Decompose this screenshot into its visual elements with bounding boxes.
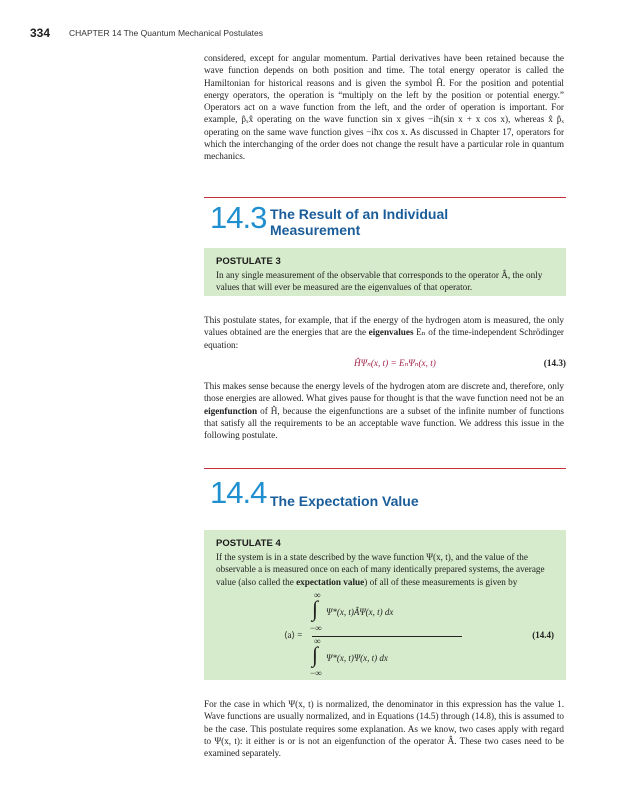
postulate-3-title: POSTULATE 3 — [216, 256, 281, 267]
denominator-upper-limit: ∞ — [314, 636, 321, 646]
numerator-upper-limit: ∞ — [314, 590, 321, 600]
intro-paragraph: considered, except for angular momentum. Partial derivatives have been retained because the wave function depends on both position and time. The total energy operator is called the Hamiltonian for historical reasons and is given the symbol Ĥ. For the position and potential energy operators, the operation is “multiply on the left by the position or potential energy.” Operators act on a wave function from the left, and the order of operation is important. For example, p̂ₓx̂ operating on the wave function sin x gives −iħ(sin x + x cos x), whereas x̂ p̂ₓ operating on the same wave function gives −iħx cos x. As discussed in Chapter 17, operators for which the interchanging of the order does not change the result have a particular role in quantum mechanics. — [204, 53, 564, 162]
denominator: Ψ*(x, t)Ψ(x, t) dx — [326, 653, 388, 663]
postulate-3-box — [204, 248, 566, 296]
numerator: Ψ*(x, t)ÂΨ(x, t) dx — [326, 607, 394, 617]
postulate-4-text — [216, 551, 554, 588]
paragraph-eigenfunction — [204, 380, 564, 441]
denominator-lower-limit: −∞ — [310, 668, 322, 678]
postulate-4-box — [204, 530, 566, 680]
equation-14-3-body: ĤΨₙ(x, t) = EₙΨₙ(x, t) — [354, 358, 436, 368]
term-eigenfunction: eigenfunction — [204, 405, 258, 416]
section-title-14-4: The Expectation Value — [270, 493, 419, 509]
equation-14-3-number: (14.3) — [543, 358, 566, 368]
equation-14-4-number: (14.4) — [532, 630, 554, 640]
postulate-4-text-b: ) of all of these measurements is given by — [364, 576, 518, 587]
term-expectation-value: expectation value — [296, 576, 365, 587]
running-head: CHAPTER 14 The Quantum Mechanical Postulates — [69, 28, 264, 38]
expectation-lhs: ⟨a⟩ = — [284, 630, 303, 640]
section-title-14-3 — [270, 206, 448, 238]
equation-14-3 — [204, 358, 566, 372]
final-paragraph: For the case in which Ψ(x, t) is normalized, the denominator in this expression has the value 1. Wave functions are usually normalized, and in Equations (14.5) through (14.8), this is assumed to be the case. This postulate requires some explanation. As we know, two cases apply with regard to Ψ(x, t): it either is or is not an eigenfunction of the operator Â. These two cases need to be examined separately. — [204, 699, 564, 759]
paragraph-eigenvalues — [204, 314, 564, 351]
section-rule-14-3 — [204, 197, 566, 198]
para1-text-a: This postulate states, for example, that if the energy of the hydrogen atom is measured, the only values obtained are the energies that are the — [204, 315, 564, 338]
postulate-3-text: In any single measurement of the observable that corresponds to the operator Â, the only values that will ever be measured are the eigenvalues of that operator. — [216, 270, 543, 293]
page-number: 334 — [30, 26, 51, 40]
term-eigenvalues: eigenvalues — [368, 327, 414, 338]
section-number-14-4: 14.4 — [210, 475, 267, 510]
section-number-14-3: 14.3 — [210, 200, 267, 235]
postulate-4-title: POSTULATE 4 — [216, 538, 281, 549]
para2-text-a: This makes sense because the energy levels of the hydrogen atom are discrete and, therefore, only those energies are allowed. What gives pause for thought is that the wave function need not be an — [204, 381, 564, 404]
numerator-integral-sign: ∫ — [312, 596, 319, 621]
postulate-4-text-a: If the system is in a state described by the wave function Ψ(x, t), and the value of the observable a is measured once on each of many identically prepared systems, the average value (also called the — [216, 552, 545, 587]
denominator-integral-sign: ∫ — [312, 642, 319, 667]
fraction-bar — [312, 636, 462, 637]
section-rule-14-4 — [204, 468, 566, 469]
equation-14-4 — [204, 590, 566, 678]
section-title-line1: The Result of an Individual — [270, 206, 449, 222]
para1-text-b: Eₙ of the time-independent Schrödinger equation: — [204, 327, 564, 350]
numerator-lower-limit: −∞ — [310, 623, 322, 633]
section-title-line2: Measurement — [270, 222, 361, 238]
para2-text-b: of Ĥ, because the eigenfunctions are a subset of the infinite number of functions that satisfy all the requirements to be an acceptable wave function. We address this issue in the following postulate. — [204, 405, 564, 441]
page-header — [0, 0, 626, 60]
